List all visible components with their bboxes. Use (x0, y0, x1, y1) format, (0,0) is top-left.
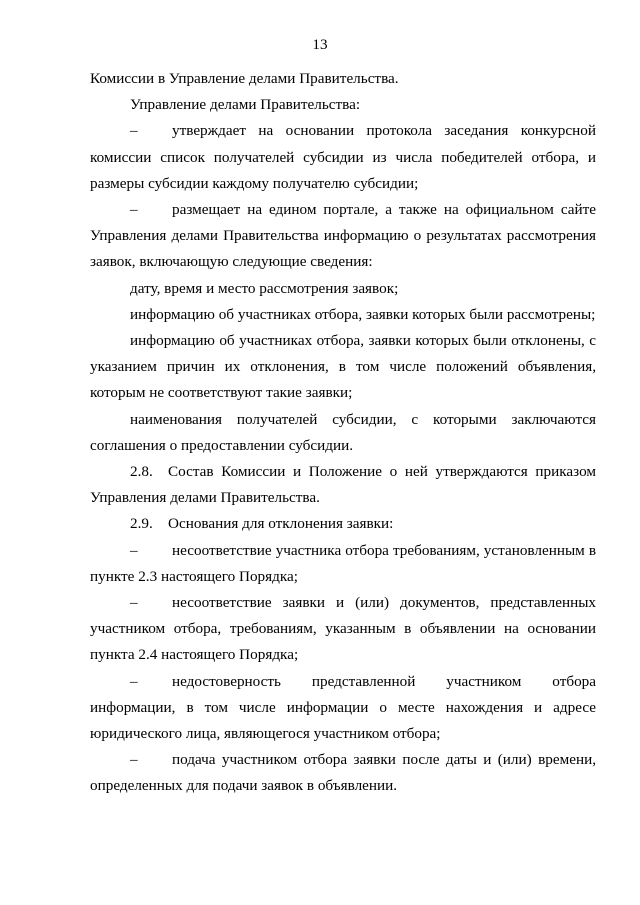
page-number: 13 (312, 36, 328, 53)
list-item: – утверждает на основании протокола заседания конкурсной комиссии список получателей субсидии из числа победителей отбора, и размеры субсидии каждому получателю субсидии; (90, 118, 596, 197)
paragraph: Управление делами Правительства: (130, 96, 361, 114)
list-item: – подача участником отбора заявки после даты и (или) времени, определенных для подачи заявок в объявлении. (90, 747, 596, 799)
list-item: – несоответствие участника отбора требованиям, установленным в пункте 2.3 настоящего Порядка; (90, 538, 596, 590)
list-marker: – (130, 751, 138, 769)
document-body (90, 66, 596, 800)
list-item: – недостоверность представленной участником отбора информации, в том числе информации о месте нахождения и адресе юридического лица, являющегося участником отбора; (90, 669, 596, 748)
paragraph: дату, время и место рассмотрения заявок; (130, 279, 399, 297)
list-marker: – (130, 672, 138, 690)
paragraph: информацию об участниках отбора, заявки которых были отклонены, с указанием причин их отклонения, в том числе положений объявления, которым не соответствуют такие заявки; (90, 332, 596, 402)
list-marker: – (130, 594, 138, 612)
list-item: – несоответствие заявки и (или) документов, представленных участником отбора, требованиям, указанным в объявлении на основании пункта 2.4 настоящего Порядка; (90, 590, 596, 669)
list-marker: – (130, 541, 138, 559)
list-marker: – (130, 122, 138, 140)
numbered-paragraph: 2.8. Состав Комиссии и Положение о ней утверждаются приказом Управления делами Правительства. (90, 459, 596, 511)
list-item: – размещает на едином портале, а также на официальном сайте Управления делами Правительства информацию о результатах рассмотрения заявок, включающую следующие сведения: (90, 197, 596, 276)
paragraph-number: 2.9. (130, 515, 153, 533)
list-marker: – (130, 201, 138, 219)
paragraph: Комиссии в Управление делами Правительства. (90, 70, 399, 87)
paragraph: информацию об участниках отбора, заявки которых были рассмотрены; (130, 305, 596, 323)
numbered-paragraph: 2.9. Основания для отклонения заявки: (90, 511, 596, 537)
paragraph-number: 2.8. (130, 463, 153, 481)
paragraph: наименования получателей субсидии, с которыми заключаются соглашения о предоставлении субсидии. (90, 410, 596, 454)
